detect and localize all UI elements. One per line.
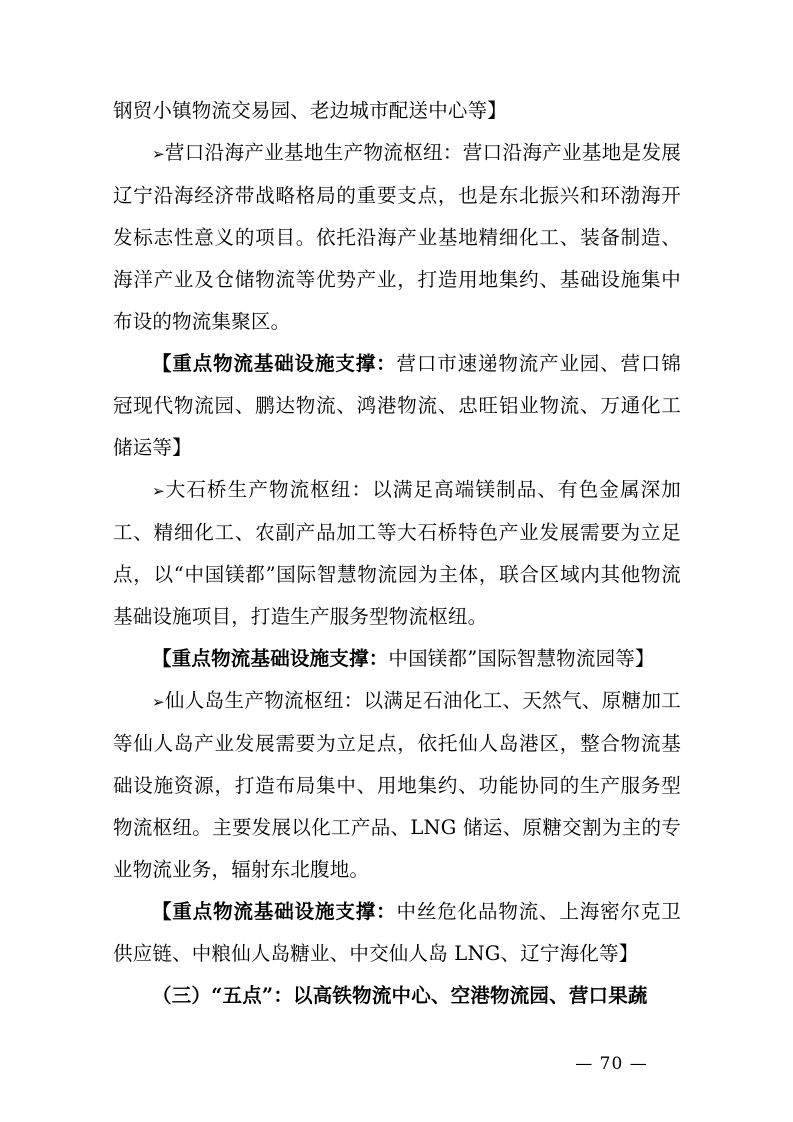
paragraph-text: 营口沿海产业基地生产物流枢纽：营口沿海产业基地是发展辽宁沿海经济带战略格局的重要支点，也是东北振兴和环渤海开发标志性意义的项目。依托沿海产业基地精细化工、装备制造、海洋产业及仓储物流等优势产业，打造用地集约、基础设施集中布设的物流集聚区。 — [113, 141, 681, 333]
paragraph-text: 大石桥生产物流枢纽：以满足高端镁制品、有色金属深加工、精细化工、农副产品加工等大石桥特色产业发展需要为立足点，以“中国镁都”国际智慧物流园为主体，联合区域内其他物流基础设施项目，打造生产服务型物流枢纽。 — [113, 478, 681, 628]
support-lead-label: 【重点物流基础设施支撑： — [152, 352, 397, 375]
paragraph-continuation: 钢贸小镇物流交易园、老边城市配送中心等】 — [113, 99, 508, 122]
page-body — [113, 90, 681, 1017]
arrow-bullet-icon: ➢ — [152, 145, 165, 163]
paragraph-bullet-xianrendao — [113, 680, 681, 891]
page-number: — 70 — — [575, 1054, 648, 1074]
support-lead-label: 【重点物流基础设施支撑： — [152, 900, 397, 923]
paragraph-text: 仙人岛生产物流枢纽：以满足石油化工、天然气、原糖加工等仙人岛产业发展需要为立足点，依托仙人岛港区，整合物流基础设施资源，打造布局集中、用地集约、功能协同的生产服务型物流枢纽。主要发展以化工产品、LNG 储运、原糖交割为主的专业物流业务，辐射东北腹地。 — [113, 689, 681, 881]
paragraph-support-1 — [113, 343, 681, 469]
paragraph-text: 中丝危化品物流、上海密尔克卫供应链、中粮仙人岛糖业、中交仙人岛 LNG、辽宁海化等】 — [113, 900, 681, 965]
paragraph-support-3 — [113, 891, 681, 975]
paragraph-text: 营口市速递物流产业园、营口锦冠现代物流园、鹏达物流、鸿港物流、忠旺铝业物流、万通化工储运等】 — [113, 352, 681, 459]
section-heading-five-points: （三）“五点”：以高铁物流中心、空港物流园、营口果蔬 — [152, 984, 648, 1007]
support-lead-label: 【重点物流基础设施支撑： — [152, 647, 389, 670]
page-footer — [0, 1054, 793, 1074]
arrow-bullet-icon: ➢ — [152, 482, 165, 500]
paragraph-bullet-dashiqiao — [113, 469, 681, 638]
arrow-bullet-icon: ➢ — [152, 693, 165, 711]
paragraph-support-2 — [113, 638, 681, 680]
paragraph-bullet-yingkou-coastal — [113, 132, 681, 343]
paragraph-text: 中国镁都”国际智慧物流园等】 — [388, 647, 655, 670]
